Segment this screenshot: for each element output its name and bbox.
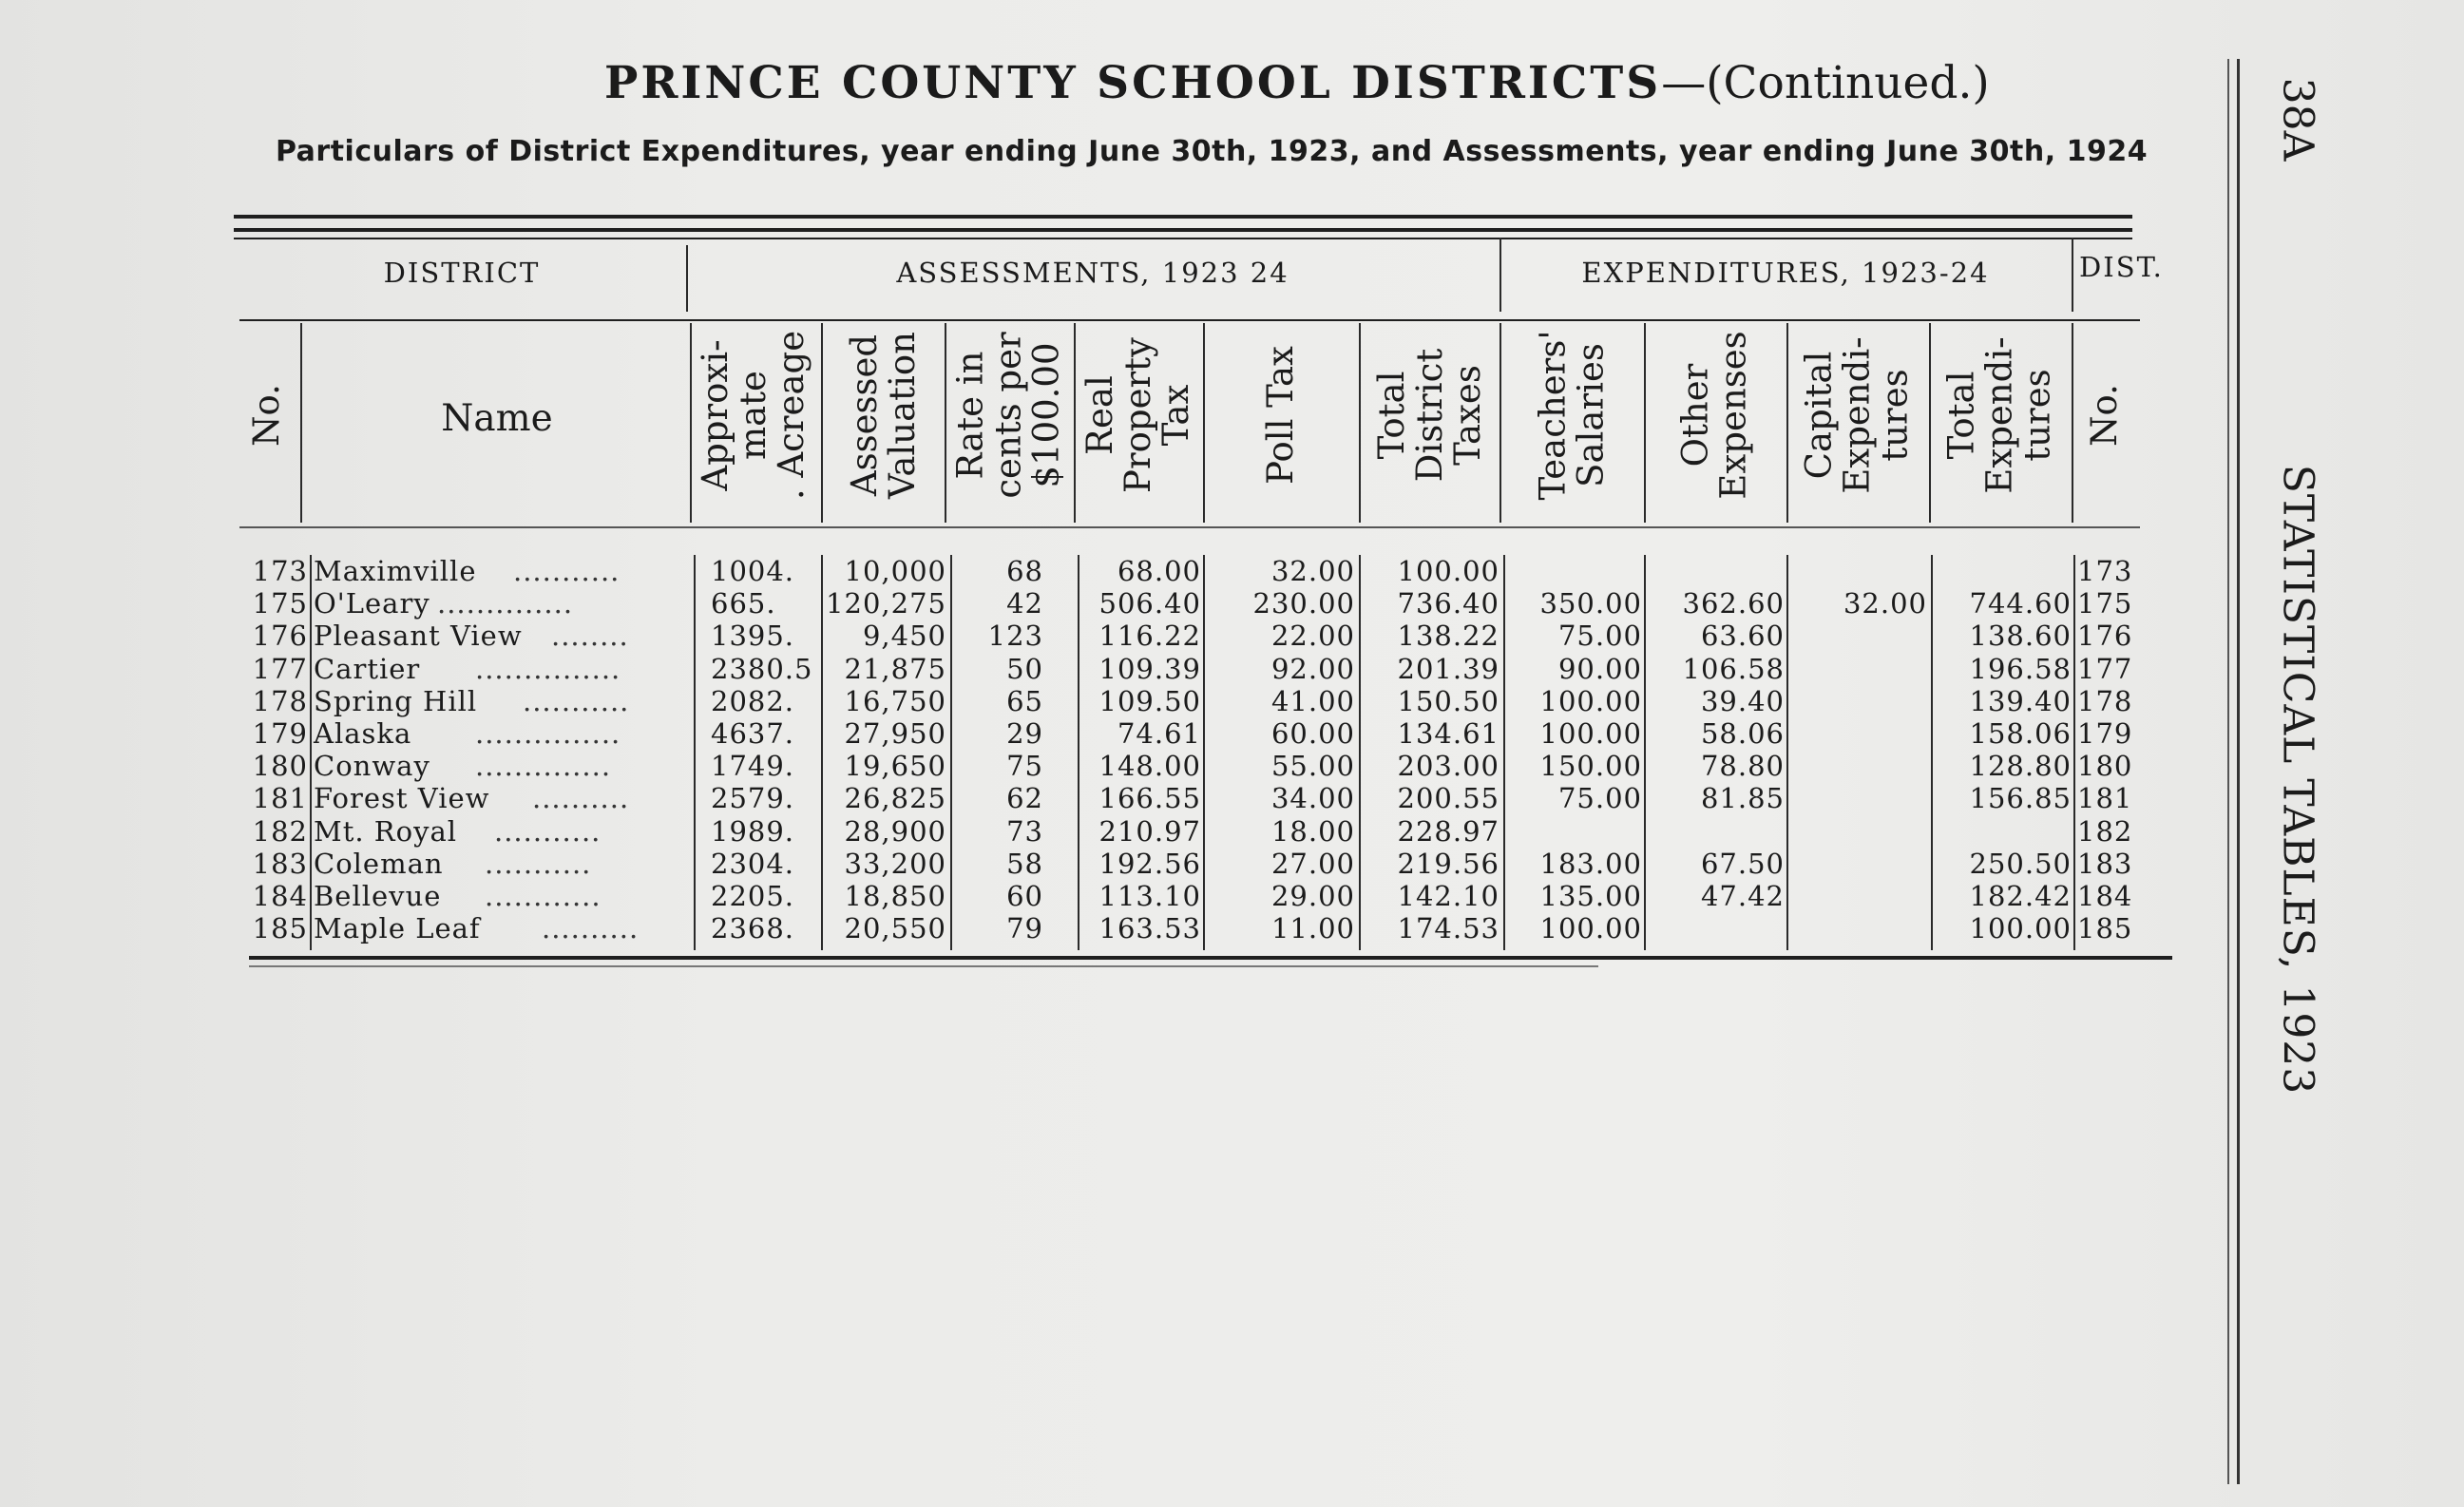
cell-acreage: 2579.: [711, 782, 795, 815]
cell-teachers: [1505, 815, 1642, 848]
cell-no: 183: [252, 847, 308, 880]
cell-total-taxes: 203.00: [1397, 750, 1499, 783]
cell-acreage: 2304.: [711, 847, 795, 880]
colhead-no: [234, 315, 300, 515]
cell-total-taxes: 201.39: [1397, 652, 1499, 685]
cell-rate: 75: [1006, 750, 1043, 783]
cell-other: [1646, 912, 1785, 944]
cell-rate: 62: [1006, 782, 1043, 815]
leader-dots: ..........: [542, 912, 640, 945]
cell-poll-tax: 41.00: [1270, 684, 1355, 717]
table-row: [0, 717, 2464, 750]
cell-poll-tax: 18.00: [1270, 814, 1355, 848]
table-row: [0, 653, 2464, 685]
leader-dots: ...........: [494, 814, 602, 848]
cell-name: Bellevue: [314, 880, 442, 912]
cell-acreage: 2380.5: [711, 652, 813, 685]
colhead-property-tax: [1074, 315, 1203, 515]
page-subtitle: Particulars of District Expenditures, year ending June 30th, 1923, and Assessments, year ending June 30th, 1924: [276, 135, 2149, 168]
leader-dots: ..............: [437, 587, 574, 620]
colhead-rate-text: Rate in cents per $100.00: [950, 332, 1067, 499]
cell-other: 39.40: [1700, 684, 1785, 717]
cell-rate: 50: [1006, 652, 1043, 685]
head-rule-acreage: [690, 323, 692, 523]
cell-acreage: 1989.: [711, 814, 795, 848]
colhead-acreage: [692, 315, 815, 515]
cell-poll-tax: 22.00: [1270, 620, 1355, 653]
cell-name: Maple Leaf: [314, 912, 481, 945]
cell-property-tax: 506.40: [1098, 587, 1201, 620]
cell-valuation: 9,450: [862, 620, 946, 653]
cell-valuation: 26,825: [844, 782, 946, 815]
head-rule-total-taxes: [1359, 323, 1361, 523]
table-row: [0, 555, 2464, 587]
cell-no2: 173: [2077, 555, 2133, 587]
cell-total-taxes: 200.55: [1397, 782, 1499, 815]
colhead-teachers: [1501, 315, 1644, 515]
top-rule-3: [234, 238, 2132, 239]
cell-total-taxes: 150.50: [1397, 684, 1499, 717]
colhead-acreage-text: Approxi- mate . Acreage: [695, 330, 812, 501]
cell-total-exp: 196.58: [1969, 652, 2072, 685]
head-rule-teachers: [1499, 323, 1501, 523]
cell-acreage: 2205.: [711, 880, 795, 912]
cell-total-exp: 182.42: [1969, 880, 2072, 912]
cell-name: Pleasant View: [314, 620, 523, 653]
cell-poll-tax: 29.00: [1270, 880, 1355, 912]
cell-capital: [1788, 717, 1927, 750]
colhead-capital: [1786, 315, 1929, 515]
cell-property-tax: 74.61: [1117, 717, 1201, 750]
cell-acreage: 1395.: [711, 620, 795, 653]
cell-total-taxes: 219.56: [1397, 847, 1499, 880]
cell-capital: [1788, 555, 1927, 587]
cell-rate: 79: [1006, 912, 1043, 945]
cell-other: [1646, 555, 1785, 587]
cell-no2: 184: [2077, 880, 2133, 912]
cell-valuation: 18,850: [844, 880, 946, 912]
colhead-rate: [945, 315, 1074, 515]
cell-rate: 73: [1006, 814, 1043, 848]
cell-teachers: 90.00: [1557, 652, 1642, 685]
table-row: [0, 685, 2464, 717]
cell-capital: 32.00: [1843, 587, 1927, 620]
table-row: [0, 815, 2464, 848]
cell-total-exp: [1933, 815, 2072, 848]
cell-total-taxes: 142.10: [1397, 880, 1499, 912]
cell-no: 180: [252, 750, 308, 783]
cell-no2: 179: [2077, 717, 2133, 750]
cell-rate: 29: [1006, 717, 1043, 750]
leader-dots: ............: [485, 880, 602, 912]
cell-total-exp: 156.85: [1969, 782, 2072, 815]
cell-total-exp: 744.60: [1969, 587, 2072, 620]
cell-other: 81.85: [1700, 782, 1785, 815]
cell-valuation: 10,000: [844, 555, 946, 587]
table-row: [0, 620, 2464, 652]
cell-no: 181: [252, 782, 308, 815]
cell-total-exp: [1933, 555, 2072, 587]
cell-total-taxes: 100.00: [1397, 555, 1499, 587]
cell-no: 185: [252, 912, 308, 945]
cell-other: 58.06: [1700, 717, 1785, 750]
top-rule-2: [234, 228, 2132, 232]
head-rule-name-left: [300, 323, 302, 523]
cell-capital: [1788, 653, 1927, 685]
cell-name: Forest View: [314, 782, 490, 815]
group-assessments: ASSESSMENTS, 1923 24: [896, 257, 1289, 289]
leader-dots: ..........: [532, 782, 630, 815]
cell-poll-tax: 34.00: [1270, 782, 1355, 815]
cell-poll-tax: 32.00: [1270, 555, 1355, 587]
cell-poll-tax: 27.00: [1270, 847, 1355, 880]
colhead-teachers-text: Teachers' Salaries: [1533, 330, 1612, 501]
cell-no: 177: [252, 652, 308, 685]
cell-capital: [1788, 750, 1927, 782]
cell-total-exp: 128.80: [1969, 750, 2072, 783]
cell-rate: 65: [1006, 684, 1043, 717]
cell-no2: 180: [2077, 750, 2133, 783]
cell-teachers: 100.00: [1539, 684, 1642, 717]
running-title-text: STATISTICAL TABLES, 1923: [2273, 464, 2322, 1095]
cell-teachers: 75.00: [1557, 620, 1642, 653]
cell-capital: [1788, 782, 1927, 814]
colhead-capital-text: Capital Expendi- tures: [1799, 336, 1916, 494]
cell-poll-tax: 60.00: [1270, 717, 1355, 750]
cell-other: 106.58: [1682, 652, 1785, 685]
cell-valuation: 20,550: [844, 912, 946, 945]
cell-rate: 60: [1006, 880, 1043, 912]
cell-property-tax: 109.50: [1098, 684, 1201, 717]
group-district: DISTRICT: [383, 257, 541, 289]
cell-teachers: 350.00: [1539, 587, 1642, 620]
cell-no: 182: [252, 814, 308, 848]
cell-no: 176: [252, 620, 308, 653]
margin-rule-outer: [2237, 59, 2240, 1484]
cell-total-taxes: 228.97: [1397, 814, 1499, 848]
colhead-no-text: No.: [245, 384, 287, 447]
cell-no: 175: [252, 587, 308, 620]
cell-other: 63.60: [1700, 620, 1785, 653]
head-rule-no2: [2072, 323, 2073, 523]
head-rule-capital: [1786, 323, 1788, 523]
cell-capital: [1788, 815, 1927, 848]
cell-acreage: 2368.: [711, 912, 795, 945]
top-rule-1: [234, 215, 2132, 219]
cell-other: 362.60: [1682, 587, 1785, 620]
cell-acreage: 1749.: [711, 750, 795, 783]
cell-no: 184: [252, 880, 308, 912]
leader-dots: ...........: [523, 684, 630, 717]
cell-other: 47.42: [1700, 880, 1785, 912]
cell-poll-tax: 92.00: [1270, 652, 1355, 685]
cell-no: 179: [252, 717, 308, 750]
cell-valuation: 28,900: [844, 814, 946, 848]
cell-total-exp: 139.40: [1969, 684, 2072, 717]
cell-no: 178: [252, 684, 308, 717]
colhead-poll-tax-text: Poll Tax: [1260, 346, 1301, 485]
cell-property-tax: 109.39: [1098, 652, 1201, 685]
cell-name: Cartier: [314, 652, 421, 685]
cell-capital: [1788, 620, 1927, 652]
cell-property-tax: 148.00: [1098, 750, 1201, 783]
cell-name: Coleman: [314, 847, 444, 880]
colhead-other-text: Other Expenses: [1675, 331, 1755, 500]
head-rule-valuation: [821, 323, 823, 523]
cell-no2: 176: [2077, 620, 2133, 653]
title-suffix: —(Continued.): [1661, 57, 1990, 109]
cell-total-taxes: 736.40: [1397, 587, 1499, 620]
cell-no2: 181: [2077, 782, 2133, 815]
colhead-poll-tax: [1203, 315, 1359, 515]
cell-name: Conway: [314, 750, 430, 783]
cell-property-tax: 210.97: [1098, 814, 1201, 848]
colhead-other: [1644, 315, 1786, 515]
cell-name: Mt. Royal: [314, 814, 458, 848]
cell-total-exp: 158.06: [1969, 717, 2072, 750]
cell-acreage: 1004.: [711, 555, 795, 587]
colhead-total-taxes: [1359, 315, 1501, 515]
cell-teachers: 135.00: [1539, 880, 1642, 912]
cell-no: 173: [252, 555, 308, 587]
cell-acreage: 4637.: [711, 717, 795, 750]
cell-property-tax: 163.53: [1098, 912, 1201, 945]
cell-name: O'Leary: [314, 587, 430, 620]
cell-name: Spring Hill: [314, 684, 478, 717]
cell-total-taxes: 138.22: [1397, 620, 1499, 653]
cell-teachers: 100.00: [1539, 912, 1642, 945]
margin-rule-inner: [2227, 59, 2229, 1484]
cell-total-taxes: 174.53: [1397, 912, 1499, 945]
group-expenditures: EXPENDITURES, 1923-24: [1581, 257, 1990, 289]
bottom-rule: [249, 956, 2172, 960]
cell-total-exp: 250.50: [1969, 847, 2072, 880]
table-row: [0, 912, 2464, 944]
group-dist: DIST.: [2079, 251, 2164, 283]
cell-acreage: 2082.: [711, 684, 795, 717]
cell-poll-tax: 55.00: [1270, 750, 1355, 783]
cell-rate: 68: [1006, 555, 1043, 587]
cell-total-exp: 100.00: [1969, 912, 2072, 945]
cell-other: 78.80: [1700, 750, 1785, 783]
table-row: [0, 587, 2464, 620]
colhead-no2-text: No.: [2083, 384, 2125, 447]
head-rule-total-exp: [1929, 323, 1931, 523]
cell-capital: [1788, 848, 1927, 880]
cell-name: Alaska: [314, 717, 412, 750]
cell-valuation: 27,950: [844, 717, 946, 750]
head-rule-property: [1074, 323, 1076, 523]
page-title: [604, 57, 1990, 124]
leader-dots: ..............: [475, 750, 612, 783]
table-row: [0, 782, 2464, 814]
page-number: [2269, 67, 2326, 171]
table-row: [0, 750, 2464, 782]
cell-rate: 123: [987, 620, 1043, 653]
leader-dots: ........: [551, 620, 629, 653]
colhead-property-tax-text: Real Property Tax: [1079, 337, 1196, 493]
cell-total-taxes: 134.61: [1397, 717, 1499, 750]
cell-no2: 177: [2077, 652, 2133, 685]
head-rule-other: [1644, 323, 1646, 523]
table-row: [0, 848, 2464, 880]
cell-rate: 42: [1006, 587, 1043, 620]
cell-no2: 175: [2077, 587, 2133, 620]
cell-teachers: 183.00: [1539, 847, 1642, 880]
cell-capital: [1788, 912, 1927, 944]
cell-property-tax: 113.10: [1098, 880, 1201, 912]
leader-dots: ...............: [475, 717, 621, 750]
leader-dots: ...........: [513, 555, 621, 587]
head-rule-rate: [945, 323, 946, 523]
cell-acreage: 665.: [711, 587, 776, 620]
cell-no2: 182: [2077, 814, 2133, 848]
cell-no2: 185: [2077, 912, 2133, 945]
cell-property-tax: 116.22: [1098, 620, 1201, 653]
cell-valuation: 21,875: [844, 652, 946, 685]
cell-property-tax: 68.00: [1117, 555, 1201, 587]
colhead-valuation: [823, 315, 945, 515]
cell-name: Maximville: [314, 555, 477, 587]
colhead-total-exp-text: Total Expendi- tures: [1941, 336, 2058, 494]
colhead-valuation-text: Assessed Valuation: [844, 332, 924, 499]
head-rule-poll: [1203, 323, 1205, 523]
cell-property-tax: 192.56: [1098, 847, 1201, 880]
cell-teachers: 75.00: [1557, 782, 1642, 815]
cell-teachers: 150.00: [1539, 750, 1642, 783]
cell-no2: 183: [2077, 847, 2133, 880]
cell-poll-tax: 11.00: [1270, 912, 1355, 945]
table-row: [0, 880, 2464, 912]
cell-rate: 58: [1006, 847, 1043, 880]
cell-teachers: 100.00: [1539, 717, 1642, 750]
page-number-text: 38A: [2273, 77, 2322, 161]
cell-valuation: 16,750: [844, 684, 946, 717]
title-text: PRINCE COUNTY SCHOOL DISTRICTS: [604, 57, 1662, 109]
cell-no2: 178: [2077, 684, 2133, 717]
leader-dots: ...........: [485, 847, 592, 880]
cell-capital: [1788, 685, 1927, 717]
cell-other: [1646, 815, 1785, 848]
cell-valuation: 33,200: [844, 847, 946, 880]
cell-poll-tax: 230.00: [1252, 587, 1355, 620]
bottom-rule-thin: [249, 965, 1598, 967]
head-under-rule: [239, 526, 2140, 528]
cell-capital: [1788, 880, 1927, 912]
cell-property-tax: 166.55: [1098, 782, 1201, 815]
colhead-no2: [2072, 315, 2138, 515]
colhead-name: Name: [441, 397, 553, 440]
running-title: [2269, 437, 2326, 1121]
colhead-total-exp: [1929, 315, 2072, 515]
colhead-total-taxes-text: Total District Taxes: [1371, 348, 1488, 483]
cell-valuation: 120,275: [826, 587, 946, 620]
cell-teachers: [1505, 555, 1642, 587]
cell-valuation: 19,650: [844, 750, 946, 783]
cell-total-exp: 138.60: [1969, 620, 2072, 653]
cell-other: 67.50: [1700, 847, 1785, 880]
leader-dots: ...............: [475, 652, 621, 685]
